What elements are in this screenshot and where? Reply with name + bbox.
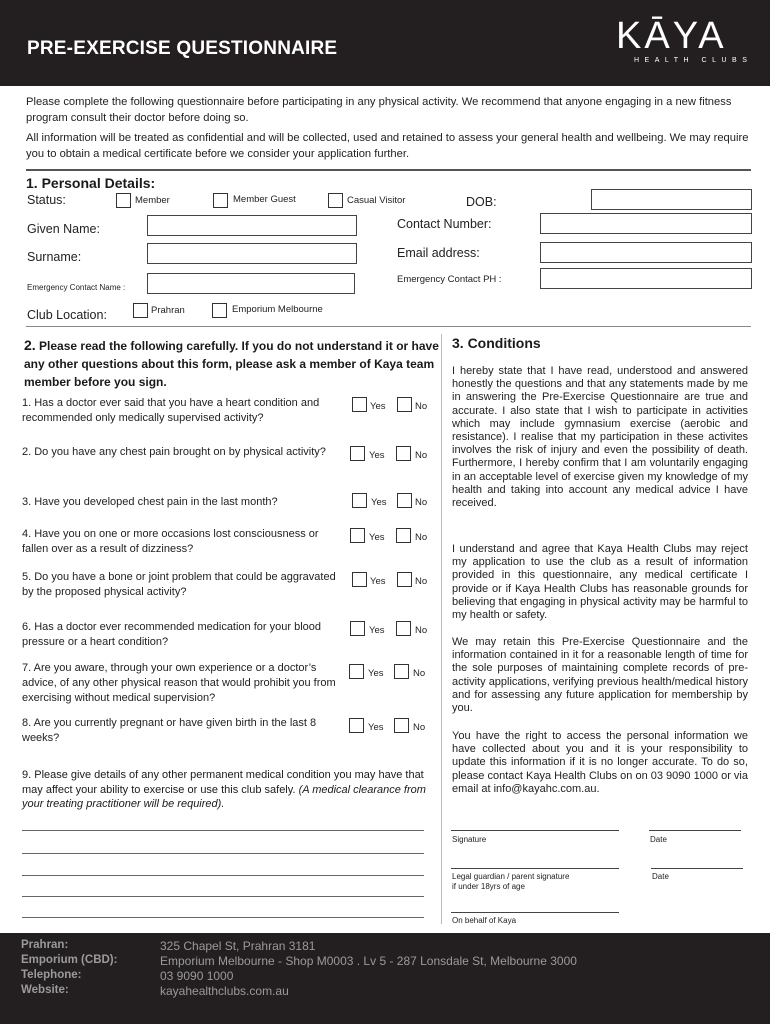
guardian-signature-line[interactable] [451,868,619,869]
question-9-note: (A medical clearance from your treating practitioner will be required). [22,783,426,810]
guardian-signature-note: if under 18yrs of age [452,882,525,891]
question-9 [22,768,432,812]
q7-yes-checkbox[interactable] [349,664,364,679]
q4-no-label: No [415,532,428,543]
dob-field[interactable] [591,189,752,210]
email-label: Email address: [397,246,480,260]
q9-answer-line-2[interactable] [22,853,424,854]
personal-details-heading: 1. Personal Details: [26,175,156,191]
q9-answer-line-4[interactable] [22,896,424,897]
q1-yes-checkbox[interactable] [352,397,367,412]
page-footer [0,933,770,1024]
conditions-paragraph-3: We may retain this Pre-Exercise Questionnaire and the information contained in it for a reasonable length of time for the sole purposes of maintaining complete records of pre-activity applications, verifying previous health/medical history and for assessing any future application for membership by you. [452,636,748,715]
club-location-label: Club Location: [27,308,107,322]
question-8: 8. Are you currently pregnant or have given birth in the last 8 weeks? [22,717,317,744]
question-1: 1. Has a doctor ever said that you have a heart condition and recommended only medically supervised activity? [22,397,320,424]
q8-yes-checkbox[interactable] [349,718,364,733]
question-2: 2. Do you have any chest pain brought on by physical activity? [22,446,326,458]
q7-no-label: No [413,668,426,679]
emergency-contact-name-label: Emergency Contact Name : [27,283,126,292]
q5-yes-label: Yes [370,576,386,587]
status-member-label: Member [135,195,170,206]
questions-heading [24,336,439,391]
question-6: 6. Has a doctor ever recommended medication for your blood pressure or a heart condition? [22,621,321,648]
footer-emporium-label: Emporium (CBD): [21,954,118,966]
q2-no-label: No [415,450,428,461]
questions-heading-number: 2. [24,337,36,353]
q6-no-label: No [415,625,428,636]
question-3: 3. Have you developed chest pain in the last month? [22,496,278,508]
q8-no-label: No [413,722,426,733]
q3-no-checkbox[interactable] [397,493,412,508]
question-4: 4. Have you on one or more occasions lost consciousness or fallen over as a result of dizziness? [22,528,319,555]
kaya-signature-line[interactable] [451,912,619,913]
contact-number-field[interactable] [540,213,752,234]
club-prahran-checkbox[interactable] [133,303,148,318]
q2-no-checkbox[interactable] [396,446,411,461]
q7-yes-label: Yes [368,668,384,679]
club-emporium-checkbox[interactable] [212,303,227,318]
section-divider [26,326,751,327]
q2-yes-label: Yes [369,450,385,461]
emergency-contact-ph-label: Emergency Contact PH : [397,274,502,285]
status-label: Status: [27,193,66,207]
q6-yes-checkbox[interactable] [350,621,365,636]
column-divider [441,334,442,924]
footer-website-link[interactable]: kayahealthclubs.com.au [160,984,289,998]
question-9-text: 9. Please give details of any other permanent medical condition you may have that may affect your ability to exercise or use this club safely. [22,769,424,796]
page-header [0,0,770,86]
email-field[interactable] [540,242,752,263]
intro-paragraph-2: All information will be treated as confidential and will be collected, used and retained to assess your general health and wellbeing. We may require you to obtain a medical certificate before we consider your application further. [26,132,749,160]
signature-date-label: Date [650,835,667,844]
q5-no-label: No [415,576,428,587]
status-member-checkbox[interactable] [116,193,131,208]
kaya-logo-subtitle: HEALTH CLUBS [634,57,753,64]
conditions-paragraph-2: I understand and agree that Kaya Health Clubs may reject my application to use the club as a result of information provided in this questionnaire, any medical certificate I provide or if Kaya Health Clubs has reasonable grounds for believing that engaging in physical activity may be harmful to my health or safety. [452,543,748,622]
q1-no-label: No [415,401,428,412]
q5-no-checkbox[interactable] [397,572,412,587]
footer-telephone-label: Telephone: [21,969,82,981]
q4-yes-checkbox[interactable] [350,528,365,543]
status-casual-visitor-label: Casual Visitor [347,195,406,206]
q6-no-checkbox[interactable] [396,621,411,636]
kaya-logo: KĀYA [616,15,727,57]
club-prahran-label: Prahran [151,305,185,316]
signature-line[interactable] [451,830,619,831]
conditions-heading: 3. Conditions [452,335,541,351]
q9-answer-line-1[interactable] [22,830,424,831]
footer-prahran-label: Prahran: [21,939,69,951]
footer-telephone-value: 03 9090 1000 [160,969,234,983]
q9-answer-line-5[interactable] [22,917,424,918]
q3-yes-checkbox[interactable] [352,493,367,508]
q8-yes-label: Yes [368,722,384,733]
status-casual-visitor-checkbox[interactable] [328,193,343,208]
question-7: 7. Are you aware, through your own experience or a doctor’s advice, of any other physical reason that would prohibit you from exercising without medical supervision? [22,662,336,704]
dob-label: DOB: [466,195,497,209]
guardian-date-line[interactable] [651,868,743,869]
q1-yes-label: Yes [370,401,386,412]
footer-prahran-address: 325 Chapel St, Prahran 3181 [160,939,316,953]
guardian-signature-label: Legal guardian / parent signature [452,872,570,881]
page-title: PRE-EXERCISE QUESTIONNAIRE [27,38,338,59]
signature-label: Signature [452,835,487,844]
q3-yes-label: Yes [371,497,387,508]
kaya-signature-label: On behalf of Kaya [452,916,517,925]
q2-yes-checkbox[interactable] [350,446,365,461]
conditions-paragraph-4: You have the right to access the personal information we have collected about you and it is your responsibility to update this information if it is no longer accurate. To do so, please contact Kaya Health Clubs on on 03 9090 1000 or via email at info@kayahc.com.au. [452,730,748,795]
section-divider [26,169,751,171]
q4-no-checkbox[interactable] [396,528,411,543]
emergency-contact-ph-field[interactable] [540,268,752,289]
q1-no-checkbox[interactable] [397,397,412,412]
signature-date-line[interactable] [649,830,741,831]
q7-no-checkbox[interactable] [394,664,409,679]
q3-no-label: No [415,497,428,508]
status-member-guest-checkbox[interactable] [213,193,228,208]
status-member-guest-label: Member Guest [233,194,296,205]
q8-no-checkbox[interactable] [394,718,409,733]
conditions-paragraph-1: I hereby state that I have read, understood and answered honestly the questions and that any statements made by me in answering the Pre-Exercise Questionnaire are true and accurate. I also state that I wish to participate in activities which may include gymnasium exercise (aerobic and resistance). I realise that my participation in these activites involves the risk of injury and even the possibility of death. Furthermore, I hereby confirm that I am voluntarily engaging in an acceptable level of exercise given my knowledge of my health and taking into account any medical advice I have received. [452,365,748,510]
surname-field[interactable] [147,243,357,264]
q6-yes-label: Yes [369,625,385,636]
intro-paragraph-1: Please complete the following questionnaire before participating in any physical activity. We recommend that anyone engaging in a new fitness program consult their doctor before doing so. [26,96,732,124]
given-name-field[interactable] [147,215,357,236]
footer-emporium-address: Emporium Melbourne - Shop M0003 . Lv 5 - 287 Lonsdale St, Melbourne 3000 [160,954,577,968]
questions-heading-text: Please read the following carefully. If you do not understand it or have any other questions about this form, please ask a member of Kaya team member before you sign. [24,339,439,389]
emergency-contact-name-field[interactable] [147,273,355,294]
surname-label: Surname: [27,250,82,264]
q9-answer-line-3[interactable] [22,875,424,876]
q5-yes-checkbox[interactable] [352,572,367,587]
footer-website-label: Website: [21,984,69,996]
club-emporium-label: Emporium Melbourne [232,304,323,315]
given-name-label: Given Name: [27,222,100,236]
question-5: 5. Do you have a bone or joint problem that could be aggravated by the proposed physical activity? [22,571,336,598]
contact-number-label: Contact Number: [397,217,492,231]
q4-yes-label: Yes [369,532,385,543]
guardian-date-label: Date [652,872,669,881]
